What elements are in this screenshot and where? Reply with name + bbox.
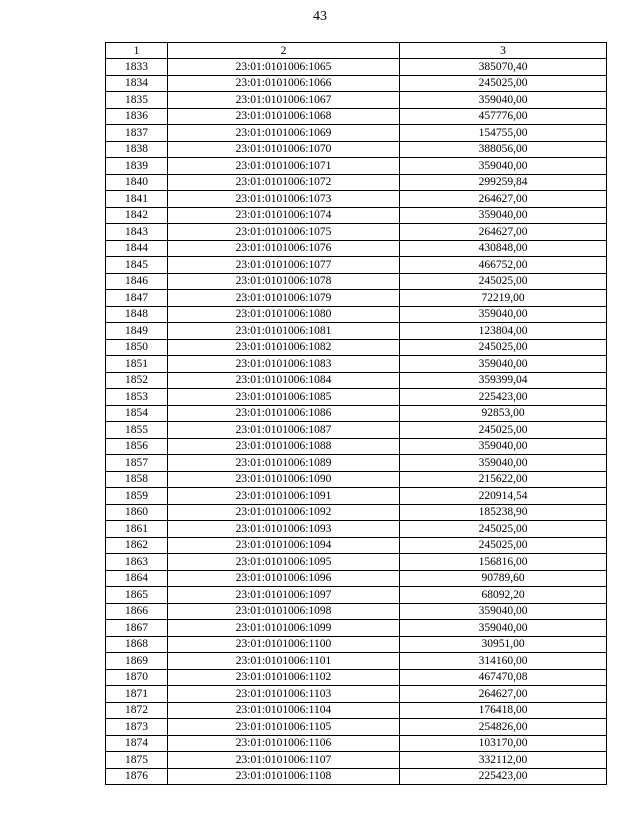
cadastral-number-cell: 23:01:0101006:1087 (168, 422, 400, 439)
table-body (106, 59, 607, 785)
row-number-cell: 1859 (106, 488, 168, 505)
row-number-cell: 1837 (106, 125, 168, 142)
cadastral-number-cell: 23:01:0101006:1091 (168, 488, 400, 505)
row-number-cell: 1876 (106, 768, 168, 785)
row-number-cell: 1871 (106, 686, 168, 703)
page-number: 43 (313, 9, 327, 24)
registry-table (105, 42, 607, 785)
value-cell: 68092,20 (400, 587, 607, 604)
table-row (106, 719, 607, 736)
row-number-cell: 1862 (106, 537, 168, 554)
table-row (106, 603, 607, 620)
table-row (106, 207, 607, 224)
value-cell: 154755,00 (400, 125, 607, 142)
column-header-cadastral-number: 2 (168, 43, 400, 59)
table-row (106, 686, 607, 703)
row-number-cell: 1845 (106, 257, 168, 274)
value-cell: 359040,00 (400, 438, 607, 455)
cadastral-number-cell: 23:01:0101006:1105 (168, 719, 400, 736)
cadastral-number-cell: 23:01:0101006:1094 (168, 537, 400, 554)
value-cell: 245025,00 (400, 537, 607, 554)
row-number-cell: 1851 (106, 356, 168, 373)
table-row (106, 587, 607, 604)
cadastral-number-cell: 23:01:0101006:1070 (168, 141, 400, 158)
cadastral-number-cell: 23:01:0101006:1103 (168, 686, 400, 703)
cadastral-number-cell: 23:01:0101006:1092 (168, 504, 400, 521)
cadastral-number-cell: 23:01:0101006:1083 (168, 356, 400, 373)
value-cell: 156816,00 (400, 554, 607, 571)
cadastral-number-cell: 23:01:0101006:1084 (168, 372, 400, 389)
row-number-cell: 1857 (106, 455, 168, 472)
value-cell: 225423,00 (400, 768, 607, 785)
row-number-cell: 1874 (106, 735, 168, 752)
value-cell: 430848,00 (400, 240, 607, 257)
table-row (106, 356, 607, 373)
value-cell: 92853,00 (400, 405, 607, 422)
table-row (106, 438, 607, 455)
value-cell: 185238,90 (400, 504, 607, 521)
table-row (106, 554, 607, 571)
value-cell: 314160,00 (400, 653, 607, 670)
row-number-cell: 1853 (106, 389, 168, 406)
row-number-cell: 1836 (106, 108, 168, 125)
cadastral-number-cell: 23:01:0101006:1093 (168, 521, 400, 538)
cadastral-number-cell: 23:01:0101006:1079 (168, 290, 400, 307)
cadastral-number-cell: 23:01:0101006:1095 (168, 554, 400, 571)
value-cell: 215622,00 (400, 471, 607, 488)
table-row (106, 768, 607, 785)
table-row (106, 735, 607, 752)
cadastral-number-cell: 23:01:0101006:1089 (168, 455, 400, 472)
value-cell: 245025,00 (400, 273, 607, 290)
row-number-cell: 1844 (106, 240, 168, 257)
table-row (106, 653, 607, 670)
value-cell: 245025,00 (400, 339, 607, 356)
table-row (106, 224, 607, 241)
row-number-cell: 1870 (106, 669, 168, 686)
cadastral-number-cell: 23:01:0101006:1078 (168, 273, 400, 290)
row-number-cell: 1861 (106, 521, 168, 538)
cadastral-number-cell: 23:01:0101006:1077 (168, 257, 400, 274)
cadastral-number-cell: 23:01:0101006:1085 (168, 389, 400, 406)
value-cell: 457776,00 (400, 108, 607, 125)
row-number-cell: 1835 (106, 92, 168, 109)
table-row (106, 405, 607, 422)
table-row (106, 620, 607, 637)
value-cell: 264627,00 (400, 224, 607, 241)
value-cell: 245025,00 (400, 422, 607, 439)
value-cell: 103170,00 (400, 735, 607, 752)
cadastral-number-cell: 23:01:0101006:1101 (168, 653, 400, 670)
cadastral-number-cell: 23:01:0101006:1108 (168, 768, 400, 785)
value-cell: 123804,00 (400, 323, 607, 340)
row-number-cell: 1872 (106, 702, 168, 719)
row-number-cell: 1847 (106, 290, 168, 307)
cadastral-number-cell: 23:01:0101006:1082 (168, 339, 400, 356)
value-cell: 332112,00 (400, 752, 607, 769)
row-number-cell: 1839 (106, 158, 168, 175)
value-cell: 359040,00 (400, 207, 607, 224)
table-row (106, 191, 607, 208)
table-row (106, 273, 607, 290)
header-row (106, 43, 607, 59)
cadastral-number-cell: 23:01:0101006:1067 (168, 92, 400, 109)
table-row (106, 702, 607, 719)
table-row (106, 290, 607, 307)
cadastral-number-cell: 23:01:0101006:1097 (168, 587, 400, 604)
cadastral-number-cell: 23:01:0101006:1102 (168, 669, 400, 686)
row-number-cell: 1869 (106, 653, 168, 670)
value-cell: 225423,00 (400, 389, 607, 406)
cadastral-number-cell: 23:01:0101006:1065 (168, 59, 400, 76)
table-row (106, 158, 607, 175)
cadastral-number-cell: 23:01:0101006:1071 (168, 158, 400, 175)
value-cell: 359040,00 (400, 92, 607, 109)
row-number-cell: 1865 (106, 587, 168, 604)
table-row (106, 323, 607, 340)
column-header-number: 1 (106, 43, 168, 59)
value-cell: 359040,00 (400, 603, 607, 620)
table-row (106, 669, 607, 686)
table-row (106, 488, 607, 505)
table-row (106, 537, 607, 554)
table-row (106, 422, 607, 439)
cadastral-number-cell: 23:01:0101006:1096 (168, 570, 400, 587)
value-cell: 264627,00 (400, 191, 607, 208)
table-row (106, 372, 607, 389)
row-number-cell: 1834 (106, 75, 168, 92)
cadastral-number-cell: 23:01:0101006:1081 (168, 323, 400, 340)
cadastral-number-cell: 23:01:0101006:1090 (168, 471, 400, 488)
table-row (106, 92, 607, 109)
cadastral-number-cell: 23:01:0101006:1074 (168, 207, 400, 224)
value-cell: 72219,00 (400, 290, 607, 307)
value-cell: 467470,08 (400, 669, 607, 686)
value-cell: 254826,00 (400, 719, 607, 736)
row-number-cell: 1849 (106, 323, 168, 340)
value-cell: 264627,00 (400, 686, 607, 703)
column-header-value: 3 (400, 43, 607, 59)
value-cell: 299259,84 (400, 174, 607, 191)
row-number-cell: 1860 (106, 504, 168, 521)
cadastral-number-cell: 23:01:0101006:1107 (168, 752, 400, 769)
cadastral-number-cell: 23:01:0101006:1088 (168, 438, 400, 455)
row-number-cell: 1852 (106, 372, 168, 389)
table-row (106, 504, 607, 521)
row-number-cell: 1854 (106, 405, 168, 422)
cadastral-number-cell: 23:01:0101006:1104 (168, 702, 400, 719)
value-cell: 90789,60 (400, 570, 607, 587)
row-number-cell: 1841 (106, 191, 168, 208)
cadastral-number-cell: 23:01:0101006:1076 (168, 240, 400, 257)
value-cell: 359040,00 (400, 455, 607, 472)
row-number-cell: 1840 (106, 174, 168, 191)
cadastral-number-cell: 23:01:0101006:1072 (168, 174, 400, 191)
row-number-cell: 1848 (106, 306, 168, 323)
row-number-cell: 1863 (106, 554, 168, 571)
cadastral-number-cell: 23:01:0101006:1099 (168, 620, 400, 637)
value-cell: 176418,00 (400, 702, 607, 719)
value-cell: 359399,04 (400, 372, 607, 389)
value-cell: 359040,00 (400, 306, 607, 323)
cadastral-number-cell: 23:01:0101006:1086 (168, 405, 400, 422)
table-row (106, 636, 607, 653)
row-number-cell: 1838 (106, 141, 168, 158)
table-row (106, 75, 607, 92)
table-row (106, 389, 607, 406)
value-cell: 359040,00 (400, 158, 607, 175)
table-row (106, 339, 607, 356)
value-cell: 359040,00 (400, 620, 607, 637)
value-cell: 385070,40 (400, 59, 607, 76)
row-number-cell: 1867 (106, 620, 168, 637)
row-number-cell: 1866 (106, 603, 168, 620)
table-row (106, 306, 607, 323)
cadastral-number-cell: 23:01:0101006:1068 (168, 108, 400, 125)
table-row (106, 125, 607, 142)
table-row (106, 59, 607, 76)
value-cell: 388056,00 (400, 141, 607, 158)
table-row (106, 240, 607, 257)
cadastral-number-cell: 23:01:0101006:1100 (168, 636, 400, 653)
table-row (106, 521, 607, 538)
value-cell: 466752,00 (400, 257, 607, 274)
row-number-cell: 1868 (106, 636, 168, 653)
table-row (106, 257, 607, 274)
row-number-cell: 1833 (106, 59, 168, 76)
table-row (106, 570, 607, 587)
table-row (106, 455, 607, 472)
cadastral-number-cell: 23:01:0101006:1098 (168, 603, 400, 620)
cadastral-number-cell: 23:01:0101006:1066 (168, 75, 400, 92)
cadastral-number-cell: 23:01:0101006:1080 (168, 306, 400, 323)
row-number-cell: 1855 (106, 422, 168, 439)
row-number-cell: 1846 (106, 273, 168, 290)
table-row (106, 174, 607, 191)
value-cell: 220914,54 (400, 488, 607, 505)
table-row (106, 752, 607, 769)
value-cell: 30951,00 (400, 636, 607, 653)
value-cell: 245025,00 (400, 521, 607, 538)
table-row (106, 108, 607, 125)
row-number-cell: 1856 (106, 438, 168, 455)
row-number-cell: 1843 (106, 224, 168, 241)
cadastral-number-cell: 23:01:0101006:1075 (168, 224, 400, 241)
cadastral-number-cell: 23:01:0101006:1073 (168, 191, 400, 208)
table-header (106, 43, 607, 59)
cadastral-number-cell: 23:01:0101006:1069 (168, 125, 400, 142)
row-number-cell: 1858 (106, 471, 168, 488)
row-number-cell: 1864 (106, 570, 168, 587)
row-number-cell: 1873 (106, 719, 168, 736)
table-row (106, 471, 607, 488)
cadastral-number-cell: 23:01:0101006:1106 (168, 735, 400, 752)
row-number-cell: 1850 (106, 339, 168, 356)
table-row (106, 141, 607, 158)
value-cell: 359040,00 (400, 356, 607, 373)
row-number-cell: 1875 (106, 752, 168, 769)
row-number-cell: 1842 (106, 207, 168, 224)
value-cell: 245025,00 (400, 75, 607, 92)
